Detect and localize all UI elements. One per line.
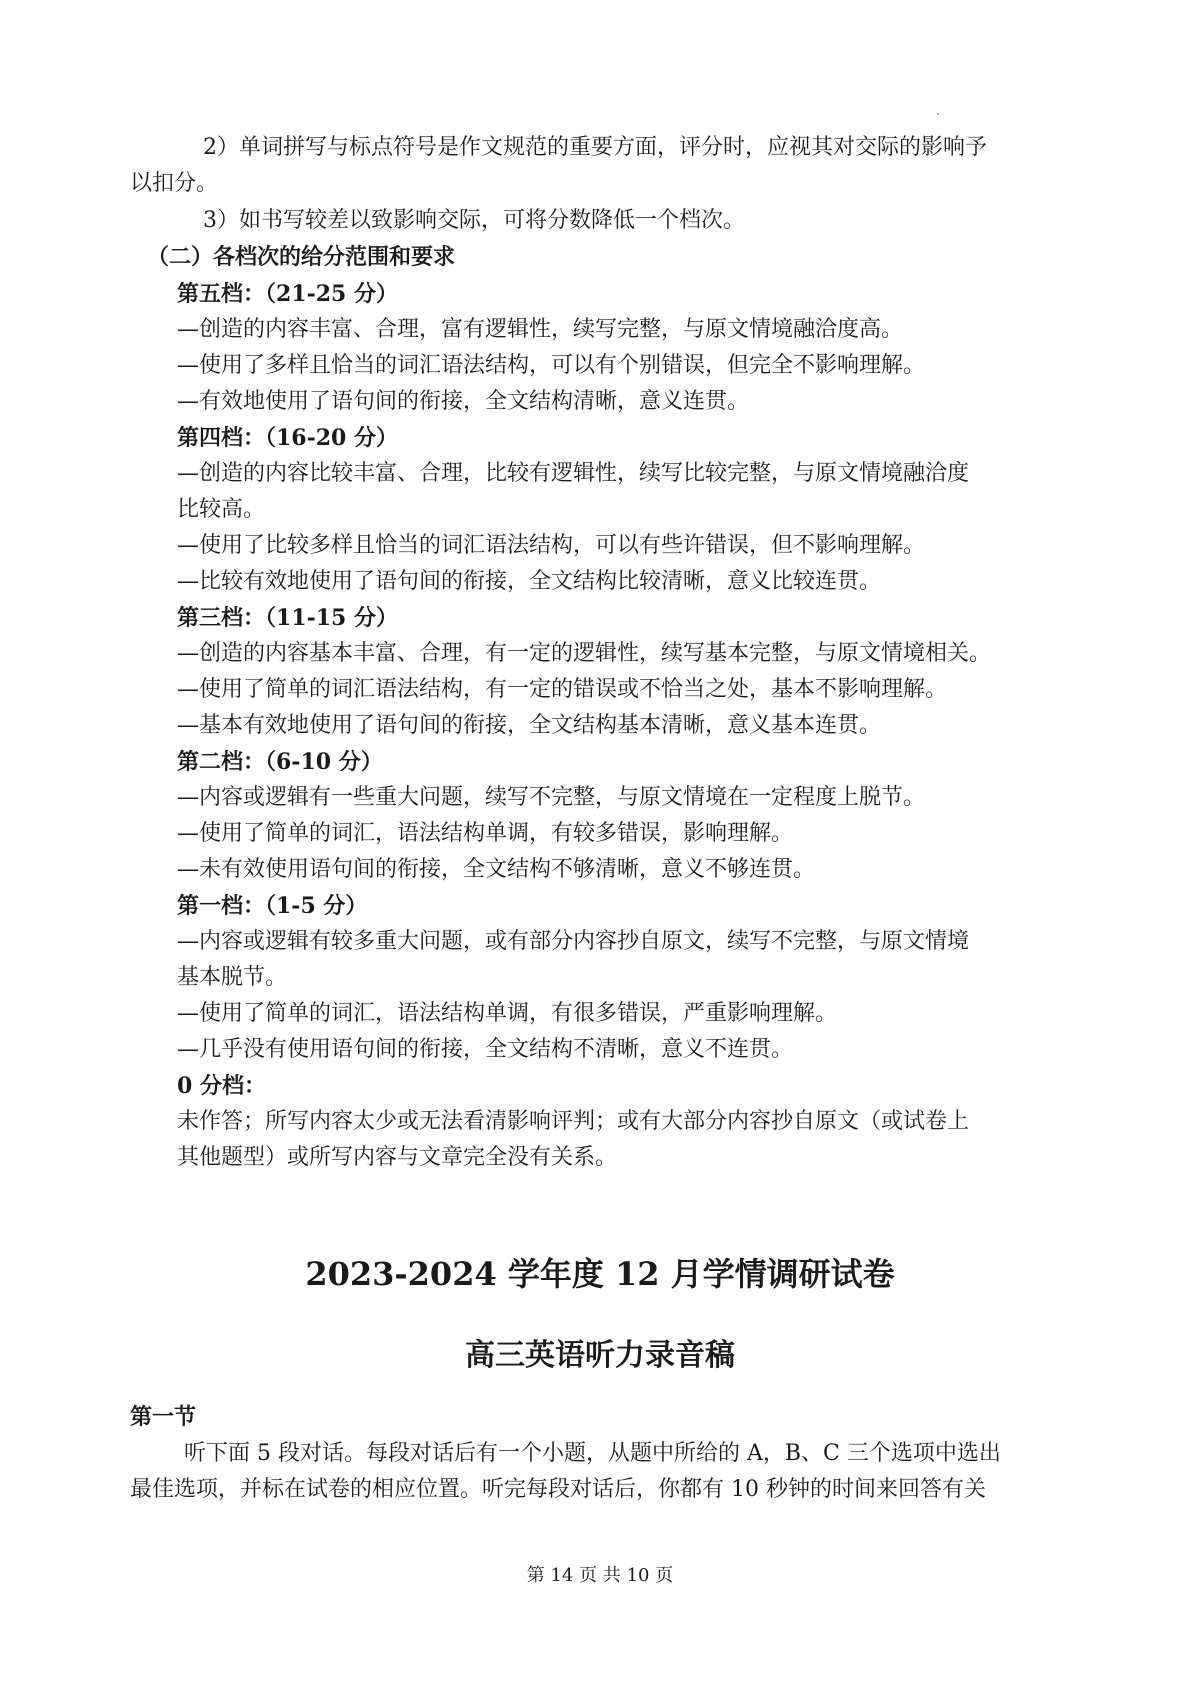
tier5-item: —创造的内容丰富、合理，富有逻辑性，续写完整，与原文情境融洽度高。 — [177, 317, 904, 342]
tier4-item: —使用了比较多样且恰当的词汇语法结构，可以有些许错误，但不影响理解。 — [177, 533, 926, 558]
section1-line: 最佳选项，并标在试卷的相应位置。听完每段对话后，你都有 10 秒钟的时间来回答有关 — [130, 1477, 986, 1502]
tier3-heading: 第三档：（11-15 分） — [177, 605, 399, 631]
tier4-item: —创造的内容比较丰富、合理，比较有逻辑性，续写比较完整，与原文情境融洽度 — [177, 461, 970, 486]
tier0-line: 其他题型）或所写内容与文章完全没有关系。 — [177, 1145, 618, 1170]
tier2-item: —内容或逻辑有一些重大问题，续写不完整，与原文情境在一定程度上脱节。 — [177, 785, 926, 810]
tier0-heading: 0 分档： — [177, 1073, 266, 1099]
tier5-item: —使用了多样且恰当的词汇语法结构，可以有个别错误，但完全不影响理解。 — [177, 353, 926, 378]
tier1-item-cont: 基本脱节。 — [177, 965, 288, 990]
exam-title: 2023-2024 学年度 12 月学情调研试卷 — [305, 1255, 895, 1293]
tier3-item: —使用了简单的词汇语法结构，有一定的错误或不恰当之处，基本不影响理解。 — [177, 677, 948, 702]
section1-line: 听下面 5 段对话。每段对话后有一个小题，从题中所给的 A，B、C 三个选项中选出 — [184, 1441, 1001, 1466]
tier0-line: 未作答；所写内容太少或无法看清影响评判；或有大部分内容抄自原文（或试卷上 — [177, 1109, 970, 1134]
tier3-item: —创造的内容基本丰富、合理，有一定的逻辑性，续写基本完整，与原文情境相关。 — [177, 641, 992, 666]
tier2-item: —使用了简单的词汇，语法结构单调，有较多错误，影响理解。 — [177, 821, 794, 846]
tier4-item: —比较有效地使用了语句间的衔接，全文结构比较清晰，意义比较连贯。 — [177, 569, 882, 594]
tier2-item: —未有效使用语句间的衔接，全文结构不够清晰，意义不够连贯。 — [177, 857, 816, 882]
tier3-item: —基本有效地使用了语句间的衔接，全文结构基本清晰，意义基本连贯。 — [177, 713, 882, 738]
tier2-heading: 第二档：（6-10 分） — [177, 749, 383, 775]
tier5-heading: 第五档：（21-25 分） — [177, 281, 399, 307]
tier1-item: —使用了简单的词汇，语法结构单调，有很多错误，严重影响理解。 — [177, 1001, 838, 1026]
section1-heading: 第一节 — [130, 1404, 197, 1430]
rule2-line2: 以扣分。 — [130, 171, 219, 196]
tier5-item: —有效地使用了语句间的衔接，全文结构清晰，意义连贯。 — [177, 389, 750, 414]
section-heading: （二）各档次的给分范围和要求 — [147, 244, 456, 270]
exam-subtitle: 高三英语听力录音稿 — [465, 1338, 735, 1373]
tier4-heading: 第四档：（16-20 分） — [177, 425, 399, 451]
rule2-line1: 2）单词拼写与标点符号是作文规范的重要方面，评分时，应视其对交际的影响予 — [203, 135, 987, 160]
scan-speck — [937, 113, 939, 115]
tier1-item: —几乎没有使用语句间的衔接，全文结构不清晰，意义不连贯。 — [177, 1037, 794, 1062]
rule3: 3）如书写较差以致影响交际，可将分数降低一个档次。 — [203, 208, 745, 233]
tier1-item: —内容或逻辑有较多重大问题，或有部分内容抄自原文，续写不完整，与原文情境 — [177, 929, 970, 954]
tier4-item-cont: 比较高。 — [177, 497, 266, 522]
page-footer: 第 14 页 共 10 页 — [526, 1565, 674, 1586]
tier1-heading: 第一档：（1-5 分） — [177, 893, 368, 919]
